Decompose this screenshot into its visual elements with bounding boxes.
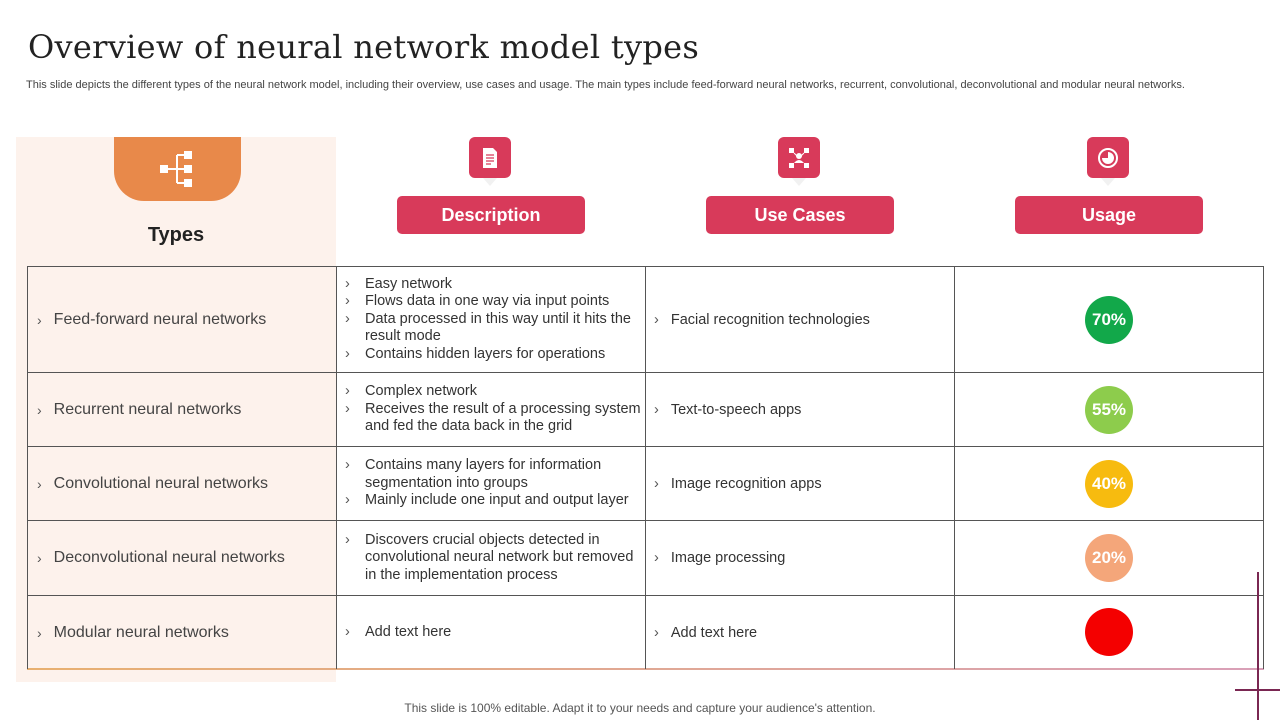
description-bullet: › Add text here	[337, 624, 451, 642]
description-column-header: Description	[397, 196, 585, 234]
use-case-text: Image recognition apps	[670, 475, 822, 492]
chevron-right-icon: ›	[654, 624, 659, 641]
description-cell	[337, 521, 645, 595]
network-user-icon	[788, 147, 810, 169]
use-case-cell	[646, 373, 954, 446]
pie-chart-icon	[1097, 147, 1119, 169]
description-bullet: › Receives the result of a processing system and fed the data back in the grid	[337, 401, 645, 436]
description-cell	[337, 596, 645, 669]
description-bullet: › Contains many layers for information segmentation into groups	[337, 457, 645, 492]
chevron-right-icon: ›	[654, 550, 659, 566]
type-name: Deconvolutional neural networks	[53, 549, 285, 566]
chevron-right-icon: ›	[654, 311, 659, 328]
use-cases-header-icon	[778, 137, 820, 178]
chevron-right-icon: ›	[654, 475, 659, 492]
use-cases-column-header: Use Cases	[706, 196, 894, 234]
type-name: Modular neural networks	[53, 623, 229, 641]
chevron-right-icon: ›	[37, 550, 42, 566]
description-bullet: › Flows data in one way via input points	[337, 293, 645, 311]
use-case-cell	[646, 596, 954, 669]
slide-title: Overview of neural network model types	[28, 28, 700, 66]
usage-header-icon	[1087, 137, 1129, 178]
types-header-label: Types	[147, 224, 205, 246]
use-case-cell	[646, 447, 954, 520]
type-name: Convolutional neural networks	[53, 474, 269, 492]
document-icon	[481, 147, 499, 169]
description-bullet: › Contains hidden layers for operations	[337, 346, 645, 364]
chevron-right-icon: ›	[37, 311, 42, 328]
use-case-cell	[646, 267, 954, 372]
types-header-tab	[114, 137, 241, 201]
type-name: Recurrent neural networks	[53, 400, 242, 418]
description-bullet: › Discovers crucial objects detected in convolutional neural network but removed in the implementation process	[337, 532, 645, 585]
usage-badge	[1085, 608, 1133, 656]
chevron-right-icon: ›	[654, 401, 659, 418]
description-header-icon	[469, 137, 511, 178]
use-case-cell	[646, 521, 954, 595]
description-bullet: › Easy network	[337, 276, 645, 294]
use-case-text: Text-to-speech apps	[670, 401, 802, 418]
chevron-right-icon: ›	[37, 475, 42, 492]
table-row-type	[27, 267, 336, 372]
usage-badge: 40%	[1085, 460, 1133, 508]
usage-badge: 70%	[1085, 296, 1133, 344]
table-row-type	[27, 447, 336, 520]
description-cell	[337, 373, 645, 446]
use-case-text: Facial recognition technologies	[670, 311, 870, 328]
table-row-type	[27, 521, 336, 595]
usage-column-header: Usage	[1015, 196, 1203, 234]
description-bullet: › Complex network	[337, 383, 645, 401]
corner-decoration	[1257, 572, 1259, 720]
corner-decoration	[1235, 689, 1280, 691]
footer-note: This slide is 100% editable. Adapt it to your needs and capture your audience's attention.	[404, 701, 876, 715]
grid-line	[954, 266, 955, 669]
chevron-right-icon: ›	[37, 401, 42, 418]
use-case-text: Image processing	[670, 550, 786, 566]
grid-line	[1263, 266, 1264, 669]
table-row-type	[27, 596, 336, 669]
slide-subtitle: This slide depicts the different types of the neural network model, including their overview, use cases and usage. The main types include feed-forward neural networks, recurrent, convolutional, deconvolutional and modular neural networks.	[26, 79, 1185, 91]
use-case-text: Add text here	[670, 624, 758, 641]
description-bullet: › Mainly include one input and output layer	[337, 492, 645, 510]
description-cell	[337, 447, 645, 520]
hierarchy-icon	[158, 147, 198, 191]
type-name: Feed-forward neural networks	[53, 310, 267, 328]
chevron-right-icon: ›	[37, 624, 42, 641]
usage-badge: 55%	[1085, 386, 1133, 434]
table-row-type	[27, 373, 336, 446]
usage-badge: 20%	[1085, 534, 1133, 582]
description-bullet: › Data processed in this way until it hits the result mode	[337, 311, 645, 346]
description-cell	[337, 267, 645, 372]
